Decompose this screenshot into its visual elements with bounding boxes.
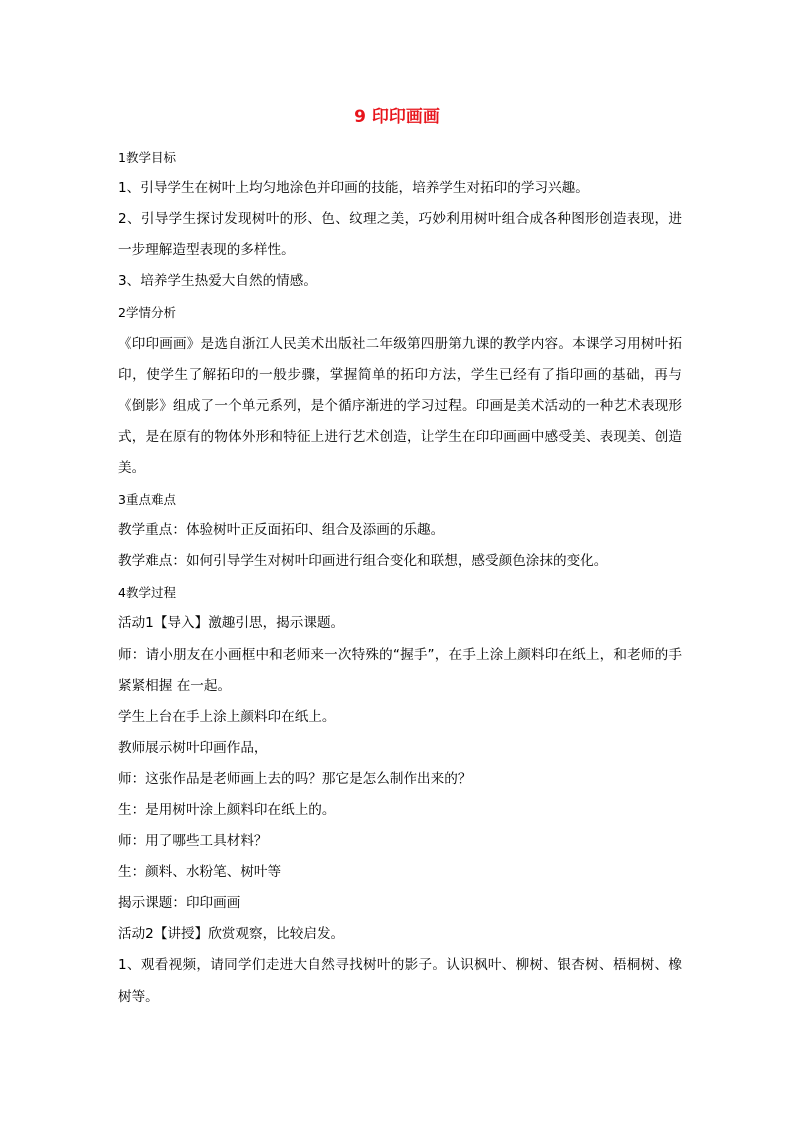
paragraph: 学生上台在手上涂上颜料印在纸上。 bbox=[118, 708, 336, 725]
document-title: 9 印印画画 bbox=[354, 107, 440, 127]
paragraph: 教师展示树叶印画作品， bbox=[118, 739, 268, 756]
paragraph: 师：用了哪些工具材料？ bbox=[118, 833, 268, 850]
paragraph: 师：请小朋友在小画框中和老师来一次特殊的“握手”，在手上涂上颜料印在纸上，和老师的手紧紧相握 在一起。 bbox=[118, 646, 682, 694]
paragraph: 活动2【讲授】欣赏观察，比较启发。 bbox=[118, 926, 345, 943]
paragraph: 3、培养学生热爱大自然的情感。 bbox=[118, 273, 317, 290]
paragraph: 1、引导学生在树叶上均匀地涂色并印画的技能，培养学生对拓印的学习兴趣。 bbox=[118, 180, 589, 197]
section-heading-process: 4教学过程 bbox=[118, 585, 176, 601]
paragraph: 教学难点：如何引导学生对树叶印画进行组合变化和联想，感受颜色涂抹的变化。 bbox=[118, 553, 608, 570]
paragraph: 活动1【导入】激趣引思，揭示课题。 bbox=[118, 615, 345, 632]
paragraph: 生：是用树叶涂上颜料印在纸上的。 bbox=[118, 801, 336, 818]
paragraph: 2、引导学生探讨发现树叶的形、色、纹理之美，巧妙利用树叶组合成各种图形创造表现，进一步理解造型表现的多样性。 bbox=[118, 211, 682, 259]
paragraph: 1、观看视频，请同学们走进大自然寻找树叶的影子。认识枫叶、柳树、银杏树、梧桐树、橡树等。 bbox=[118, 957, 682, 1005]
paragraph: 《印印画画》是选自浙江人民美术出版社二年级第四册第九课的教学内容。本课学习用树叶拓印，使学生了解拓印的一般步骤，掌握简单的拓印方法，学生已经有了指印画的基础，再与《倒影》组成了一个单元系列，是个循序渐进的学习过程。印画是美术活动的一种艺术表现形式，是在原有的物体外形和特征上进行艺术创造，让学生在印印画画中感受美、表现美、创造美。 bbox=[118, 335, 682, 476]
paragraph: 生：颜料、水粉笔、树叶等 bbox=[118, 864, 282, 881]
paragraph: 师：这张作品是老师画上去的吗？那它是怎么制作出来的？ bbox=[118, 770, 472, 787]
section-heading-key-points: 3重点难点 bbox=[118, 492, 176, 508]
section-heading-objectives: 1教学目标 bbox=[118, 150, 176, 165]
paragraph: 揭示课题：印印画画 bbox=[118, 895, 241, 912]
paragraph: 教学重点：体验树叶正反面拓印、组合及添画的乐趣。 bbox=[118, 522, 445, 539]
section-heading-analysis: 2学情分析 bbox=[118, 305, 176, 321]
document-body bbox=[118, 142, 682, 1013]
